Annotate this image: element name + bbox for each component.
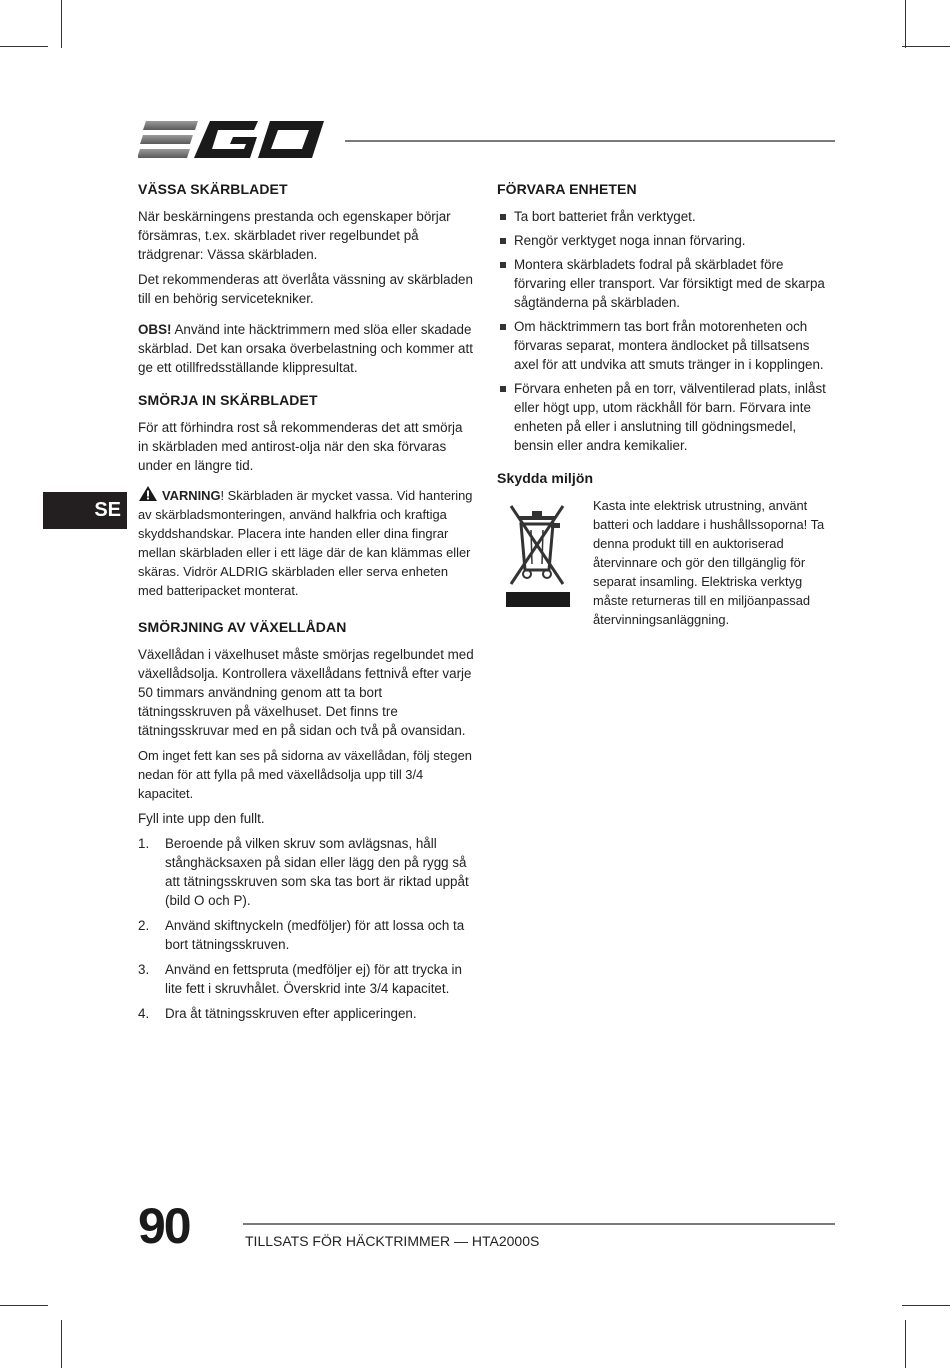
footer-rule [243, 1223, 835, 1225]
list-item: Montera skärbladets fodral på skärbladet före förvaring eller transport. Var försiktigt med de skarpa sågtänderna på skärbladen. [497, 255, 837, 312]
warning-icon [138, 485, 158, 502]
paragraph: Växellådan i växelhuset måste smörjas regelbundet med växellådsolja. Kontrollera växellådans fettnivå efter varje 50 timmars användning genom att ta bort tätningsskruven på växelhuset. Det finns tre tätningsskruvar med en på sidan och två på ovansidan. [138, 647, 474, 738]
crop-mark [905, 0, 906, 48]
section-gearbox-lubrication [138, 618, 474, 1023]
environment-text: Kasta inte elektrisk utrustning, använt batteri och laddare i hushållssoporna! Ta denna produkt till en auktoriserad återvinnare och gör den tillgänglig för separat insamling. Elektriska verktyg måste returneras till en miljöanpassad återvinningsanläggning. [593, 498, 825, 627]
section-heading: FÖRVARA ENHETEN [497, 181, 637, 197]
paragraph: Fyll inte upp den fullt. [138, 811, 265, 826]
paragraph: Det rekommenderas att överlåta vässning av skärbladen till en behörig servicetekniker. [138, 272, 473, 306]
left-column [138, 180, 474, 1037]
note-text: Använd inte häcktrimmern med slöa eller skadade skärblad. Det kan orsaka överbelastning och kommer att ge ett otillfredsställande klippresultat. [138, 322, 473, 375]
header-rule [345, 140, 835, 142]
warning-label: VARNING [162, 488, 221, 503]
list-item: Rengör verktyget noga innan förvaring. [497, 231, 837, 250]
weee-crossed-bin-icon [497, 496, 577, 616]
ego-logo [138, 118, 328, 162]
section-heading: SMÖRJA IN SKÄRBLADET [138, 392, 318, 408]
list-item: 1. Beroende på vilken skruv som avlägsnas, håll stånghäcksaxen på sidan eller lägg den på rygg så att tätningsskruven som ska tas bort är riktad uppåt (bild O och P). [138, 836, 469, 908]
crop-mark [61, 0, 62, 48]
list-item: Ta bort batteriet från verktyget. [497, 207, 837, 226]
list-item: 3. Använd en fettspruta (medföljer ej) för att trycka in lite fett i skruvhålet. Överskrid inte 3/4 kapacitet. [138, 962, 462, 996]
steps-list [138, 834, 474, 1023]
note-paragraph [138, 320, 474, 377]
crop-mark [61, 1320, 62, 1368]
warning-text: ! Skärbladen är mycket vassa. Vid hantering av skärbladsmonteringen, använd halkfria och kraftiga skyddshandskar. Placera inte handen eller dina fingrar mellan skärbladen eller i ett läge där de kan klämmas eller skäras. Vidrör ALDRIG skärbladen eller serva enheten med batteripacket monterat. [138, 488, 473, 598]
right-column [497, 180, 837, 643]
bullet-square-icon [500, 324, 506, 330]
crop-mark [902, 1305, 950, 1306]
list-item: Om häcktrimmern tas bort från motorenheten och förvaras separat, montera ändlocket på tillsatsens axel för att undvika att smuts tränger in i kopplingen. [497, 317, 837, 374]
section-environment [497, 469, 837, 629]
list-item: 4. Dra åt tätningsskruven efter appliceringen. [138, 1006, 417, 1021]
paragraph: När beskärningens prestanda och egenskaper börjar försämras, t.ex. skärbladet river regelbundet på trädgrenar: Vässa skärbladen. [138, 209, 451, 262]
section-heading: VÄSSA SKÄRBLADET [138, 181, 288, 197]
warning-paragraph [138, 485, 474, 600]
section-sharpen-blades [138, 180, 474, 377]
crop-mark [0, 46, 48, 47]
crop-mark [905, 1320, 906, 1368]
section-lubricate-blades [138, 391, 474, 600]
note-label: OBS! [138, 322, 172, 337]
crop-mark [0, 1305, 48, 1306]
section-heading: SMÖRJNING AV VÄXELLÅDAN [138, 619, 347, 635]
section-storage [497, 180, 837, 455]
language-tab: SE [43, 492, 127, 529]
bullet-square-icon [500, 214, 506, 220]
paragraph: Om inget fett kan ses på sidorna av växellådan, följ stegen nedan för att fylla på med växellådsolja upp till 3/4 kapacitet. [138, 748, 472, 801]
list-item: Förvara enheten på en torr, välventilerad plats, inlåst eller högt upp, utom räckhåll för barn. Förvara inte enheten på eller i anslutning till gödningsmedel, bensin eller andra kemikalier. [497, 379, 837, 455]
bullet-square-icon [500, 262, 506, 268]
paragraph: För att förhindra rost så rekommenderas det att smörja in skärbladen med antirost-olja när den ska förvaras under en längre tid. [138, 420, 463, 473]
page-number: 90 [138, 1198, 190, 1254]
section-heading: Skydda miljön [497, 470, 594, 486]
list-item: 2. Använd skiftnyckeln (medföljer) för att lossa och ta bort tätningsskruven. [138, 918, 465, 952]
crop-mark [902, 46, 950, 47]
bullet-square-icon [500, 386, 506, 392]
bullet-square-icon [500, 238, 506, 244]
footer-title: TILLSATS FÖR HÄCKTRIMMER — HTA2000S [245, 1233, 540, 1249]
bullet-list [497, 207, 837, 455]
